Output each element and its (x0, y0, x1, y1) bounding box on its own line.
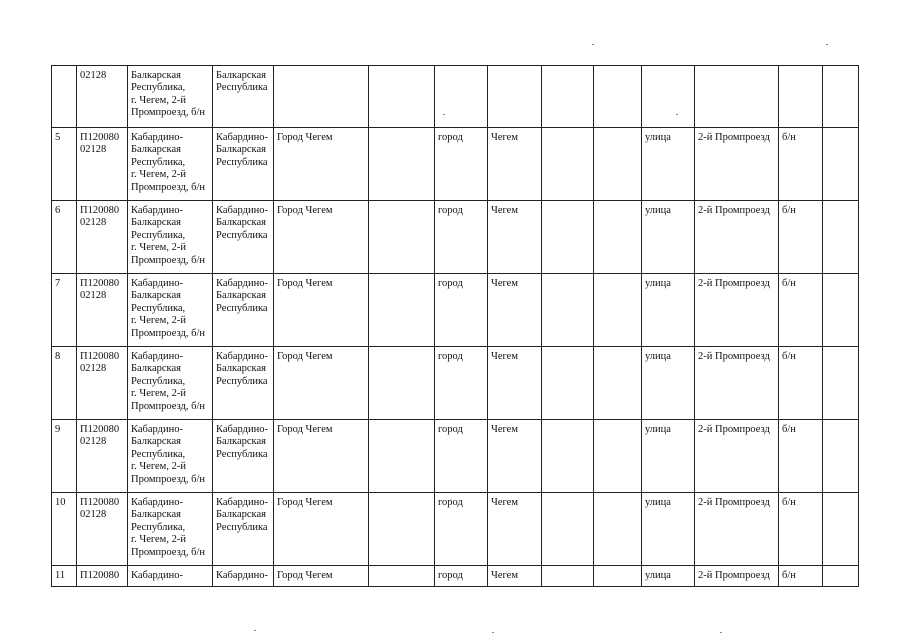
house-number-cell: б/н (779, 128, 823, 201)
scan-speck (443, 114, 445, 115)
region-cell: Кабардино- Балкарская Республика (213, 274, 274, 347)
street-type-cell: улица (642, 493, 695, 566)
object-code-cell: П120080 02128 (77, 128, 128, 201)
street-name-cell: 2-й Промпроезд (695, 274, 779, 347)
region-cell: Кабардино- Балкарская Республика (213, 493, 274, 566)
scan-speck (254, 630, 256, 631)
row-number-cell (52, 66, 77, 128)
settlement-type-cell: город (435, 347, 488, 420)
blank-cell (542, 274, 594, 347)
blank-cell (369, 201, 435, 274)
full-address-cell: Кабардино- Балкарская Республика, г. Чегем, 2-й Промпроезд, б/н (128, 493, 213, 566)
scan-speck (492, 632, 494, 633)
blank-cell (369, 128, 435, 201)
region-cell: Кабардино- Балкарская Республика (213, 201, 274, 274)
blank-cell (594, 566, 642, 587)
region-cell: Кабардино- Балкарская Республика (213, 128, 274, 201)
street-name-cell: 2-й Промпроезд (695, 566, 779, 587)
street-type-cell (642, 66, 695, 128)
table-row (52, 201, 859, 274)
address-table (51, 65, 859, 587)
settlement-name-cell: Город Чегем (274, 347, 369, 420)
street-type-cell: улица (642, 347, 695, 420)
street-name-cell: 2-й Промпроезд (695, 128, 779, 201)
settlement-name-cell: Город Чегем (274, 493, 369, 566)
region-cell: Кабардино- Балкарская Республика (213, 347, 274, 420)
blank-cell (823, 66, 859, 128)
house-number-cell: б/н (779, 493, 823, 566)
settlement-cell (488, 66, 542, 128)
blank-cell (594, 66, 642, 128)
object-code-cell: П120080 02128 (77, 420, 128, 493)
house-number-cell: б/н (779, 201, 823, 274)
blank-cell (369, 493, 435, 566)
object-code-cell: 02128 (77, 66, 128, 128)
full-address-cell: Балкарская Республика, г. Чегем, 2-й Промпроезд, б/н (128, 66, 213, 128)
row-number-cell: 6 (52, 201, 77, 274)
blank-cell (369, 566, 435, 587)
full-address-cell: Кабардино- Балкарская Республика, г. Чегем, 2-й Промпроезд, б/н (128, 201, 213, 274)
scan-speck (720, 632, 722, 633)
blank-cell (542, 128, 594, 201)
settlement-type-cell: город (435, 201, 488, 274)
table-row (52, 274, 859, 347)
house-number-cell (779, 66, 823, 128)
street-name-cell: 2-й Промпроезд (695, 420, 779, 493)
settlement-type-cell: город (435, 420, 488, 493)
scan-speck (592, 44, 594, 45)
settlement-type-cell: город (435, 274, 488, 347)
object-code-cell: П120080 02128 (77, 201, 128, 274)
settlement-cell: Чегем (488, 420, 542, 493)
blank-cell (369, 347, 435, 420)
street-name-cell (695, 66, 779, 128)
street-type-cell: улица (642, 274, 695, 347)
table-row (52, 66, 859, 128)
full-address-cell: Кабардино- (128, 566, 213, 587)
settlement-type-cell: город (435, 493, 488, 566)
region-cell: Балкарская Республика (213, 66, 274, 128)
blank-cell (594, 274, 642, 347)
scan-speck (826, 44, 828, 45)
scan-speck (676, 114, 678, 115)
region-cell: Кабардино- (213, 566, 274, 587)
blank-cell (594, 493, 642, 566)
table-row (52, 493, 859, 566)
street-name-cell: 2-й Промпроезд (695, 347, 779, 420)
settlement-name-cell: Город Чегем (274, 566, 369, 587)
blank-cell (369, 66, 435, 128)
full-address-cell: Кабардино- Балкарская Республика, г. Чегем, 2-й Промпроезд, б/н (128, 274, 213, 347)
blank-cell (542, 420, 594, 493)
settlement-name-cell: Город Чегем (274, 274, 369, 347)
house-number-cell: б/н (779, 347, 823, 420)
street-name-cell: 2-й Промпроезд (695, 493, 779, 566)
settlement-type-cell: город (435, 128, 488, 201)
blank-cell (542, 66, 594, 128)
row-number-cell: 11 (52, 566, 77, 587)
blank-cell (594, 420, 642, 493)
row-number-cell: 7 (52, 274, 77, 347)
settlement-type-cell: город (435, 566, 488, 587)
street-type-cell: улица (642, 566, 695, 587)
object-code-cell: П120080 02128 (77, 493, 128, 566)
settlement-type-cell (435, 66, 488, 128)
blank-cell (542, 347, 594, 420)
blank-cell (594, 128, 642, 201)
table-row (52, 420, 859, 493)
settlement-name-cell: Город Чегем (274, 128, 369, 201)
house-number-cell: б/н (779, 274, 823, 347)
blank-cell (823, 128, 859, 201)
house-number-cell: б/н (779, 566, 823, 587)
object-code-cell: П120080 02128 (77, 347, 128, 420)
blank-cell (823, 201, 859, 274)
table-row (52, 566, 859, 587)
blank-cell (823, 420, 859, 493)
row-number-cell: 8 (52, 347, 77, 420)
settlement-cell: Чегем (488, 201, 542, 274)
settlement-cell: Чегем (488, 347, 542, 420)
full-address-cell: Кабардино- Балкарская Республика, г. Чегем, 2-й Промпроезд, б/н (128, 347, 213, 420)
blank-cell (542, 566, 594, 587)
settlement-cell: Чегем (488, 493, 542, 566)
row-number-cell: 9 (52, 420, 77, 493)
street-type-cell: улица (642, 128, 695, 201)
blank-cell (823, 274, 859, 347)
blank-cell (823, 493, 859, 566)
blank-cell (823, 347, 859, 420)
blank-cell (369, 274, 435, 347)
settlement-name-cell: Город Чегем (274, 201, 369, 274)
table-body (52, 66, 859, 587)
blank-cell (542, 493, 594, 566)
object-code-cell: П120080 (77, 566, 128, 587)
blank-cell (542, 201, 594, 274)
house-number-cell: б/н (779, 420, 823, 493)
blank-cell (823, 566, 859, 587)
blank-cell (594, 347, 642, 420)
blank-cell (594, 201, 642, 274)
table-row (52, 128, 859, 201)
object-code-cell: П120080 02128 (77, 274, 128, 347)
region-cell: Кабардино- Балкарская Республика (213, 420, 274, 493)
street-type-cell: улица (642, 420, 695, 493)
settlement-name-cell: Город Чегем (274, 420, 369, 493)
street-name-cell: 2-й Промпроезд (695, 201, 779, 274)
settlement-cell: Чегем (488, 274, 542, 347)
row-number-cell: 5 (52, 128, 77, 201)
settlement-cell: Чегем (488, 566, 542, 587)
full-address-cell: Кабардино- Балкарская Республика, г. Чегем, 2-й Промпроезд, б/н (128, 420, 213, 493)
table-row (52, 347, 859, 420)
row-number-cell: 10 (52, 493, 77, 566)
settlement-cell: Чегем (488, 128, 542, 201)
blank-cell (369, 420, 435, 493)
street-type-cell: улица (642, 201, 695, 274)
settlement-name-cell (274, 66, 369, 128)
full-address-cell: Кабардино- Балкарская Республика, г. Чегем, 2-й Промпроезд, б/н (128, 128, 213, 201)
